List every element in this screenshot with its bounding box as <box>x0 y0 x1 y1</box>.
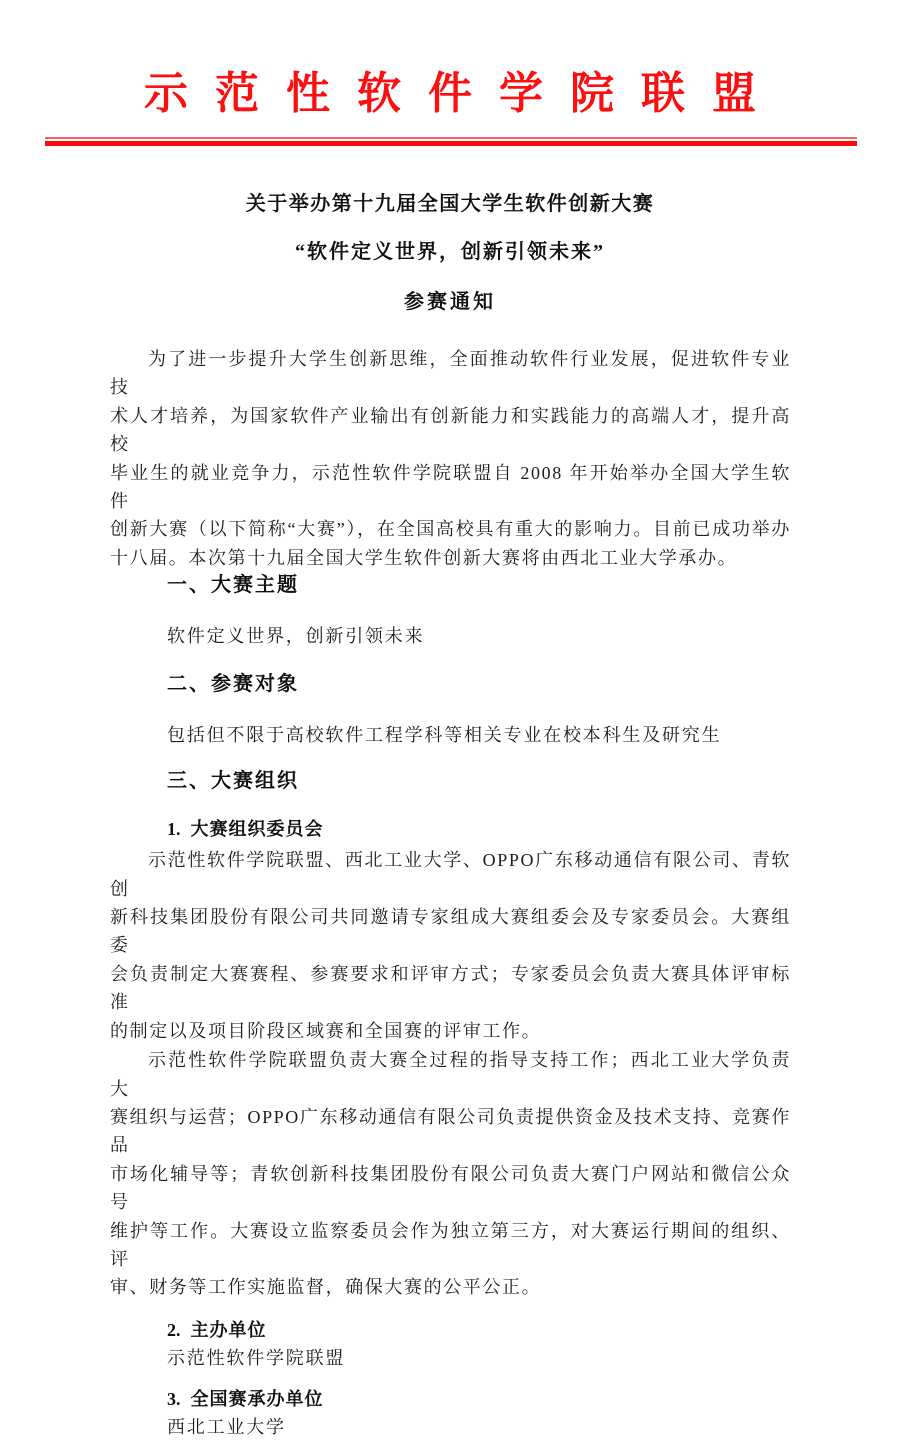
doc-title-line-2: “软件定义世界，创新引领未来” <box>295 241 605 263</box>
subsection-1-paragraph-2 <box>110 1046 791 1302</box>
paragraph-line: 维护等工作。大赛设立监察委员会作为独立第三方，对大赛运行期间的组织、评 <box>110 1220 791 1269</box>
section-1-body: 软件定义世界，创新引领未来 <box>167 626 425 647</box>
intro-paragraph <box>110 345 791 572</box>
paragraph-line: 的制定以及项目阶段区域赛和全国赛的评审工作。 <box>110 1020 542 1041</box>
subsection-3-body: 西北工业大学 <box>167 1416 286 1437</box>
paragraph-line: 市场化辅导等；青软创新科技集团股份有限公司负责大赛门户网站和微信公众号 <box>110 1163 791 1213</box>
letterhead-divider-rule <box>45 137 857 146</box>
paragraph-line: 创新大赛（以下简称“大赛”），在全国高校具有重大的影响力。目前已成功举办 <box>110 519 791 540</box>
section-2-body: 包括但不限于高校软件工程学科等相关专业在校本科生及研究生 <box>167 725 722 746</box>
subsection-3-number: 3. <box>167 1388 181 1409</box>
section-1-heading: 一、大赛主题 <box>167 574 299 597</box>
subsection-1-paragraph-1 <box>110 846 791 1045</box>
paragraph-line: 毕业生的就业竞争力，示范性软件学院联盟自 2008 年开始举办全国大学生软件 <box>110 462 791 512</box>
paragraph-line: 赛组织与运营；OPPO广东移动通信有限公司负责提供资金及技术支持、竞赛作品 <box>110 1106 791 1156</box>
subsection-1-number: 1. <box>167 819 181 840</box>
paragraph-line: 示范性软件学院联盟负责大赛全过程的指导支持工作；西北工业大学负责大 <box>110 1050 791 1099</box>
document-body <box>110 345 791 1440</box>
subsection-3-heading <box>167 1387 791 1412</box>
subsection-2-title: 主办单位 <box>190 1319 267 1340</box>
paragraph-line: 为了进一步提升大学生创新思维，全面推动软件行业发展，促进软件专业技 <box>110 349 791 398</box>
paragraph-line: 会负责制定大赛赛程、参赛要求和评审方式；专家委员会负责大赛具体评审标准 <box>110 963 791 1013</box>
paragraph-line: 术人才培养，为国家软件产业输出有创新能力和实践能力的高端人才，提升高校 <box>110 405 791 455</box>
doc-title-line-3: 参赛通知 <box>404 291 496 313</box>
section-2-heading: 二、参赛对象 <box>167 673 299 696</box>
paragraph-line: 十八届。本次第十九届全国大学生软件创新大赛将由西北工业大学承办。 <box>110 547 738 568</box>
paragraph-line: 示范性软件学院联盟、西北工业大学、OPPO广东移动通信有限公司、青软创 <box>110 850 791 899</box>
paragraph-line: 新科技集团股份有限公司共同邀请专家组成大赛组委会及专家委员会。大赛组委 <box>110 907 791 956</box>
subsection-2-body: 示范性软件学院联盟 <box>167 1347 346 1368</box>
subsection-1-heading <box>167 817 791 842</box>
section-3-heading: 三、大赛组织 <box>167 770 299 793</box>
doc-title-line-1: 关于举办第十九届全国大学生软件创新大赛 <box>245 193 655 215</box>
letterhead-org-title: 示范性软件学院联盟 <box>144 69 783 118</box>
subsection-1-title: 大赛组织委员会 <box>190 819 324 840</box>
subsection-2-heading <box>167 1318 791 1343</box>
paragraph-line: 审、财务等工作实施监督，确保大赛的公平公正。 <box>110 1277 542 1298</box>
document-page <box>0 69 900 1437</box>
subsection-3-title: 全国赛承办单位 <box>190 1388 324 1409</box>
subsection-2-number: 2. <box>167 1319 181 1340</box>
